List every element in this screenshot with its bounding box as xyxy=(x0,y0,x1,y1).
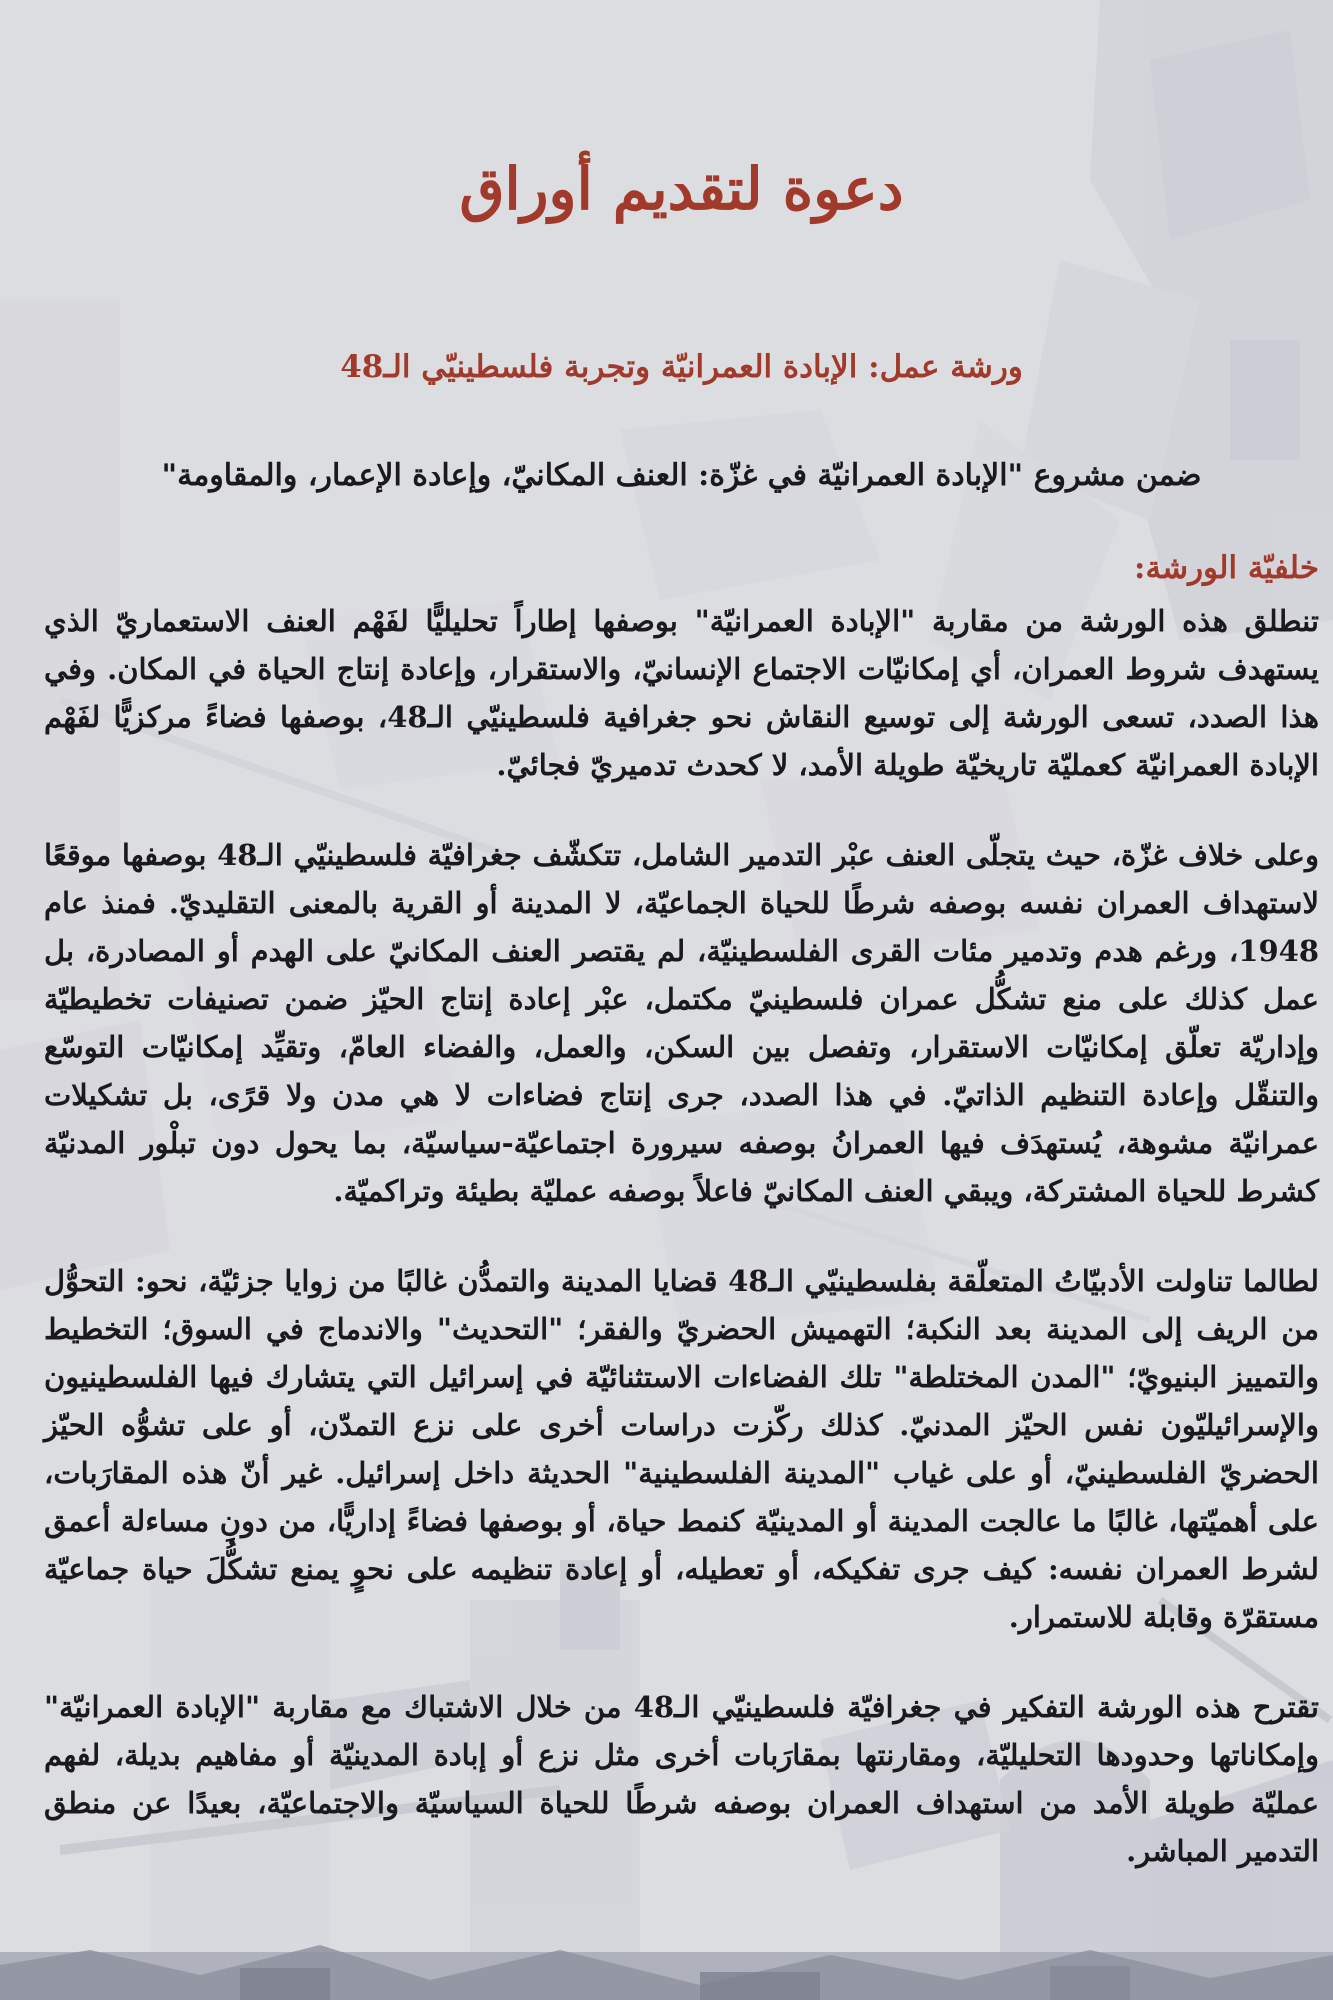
workshop-subtitle: ورشة عمل: الإبادة العمرانيّة وتجربة فلسطينيّي الـ48 xyxy=(340,349,1023,386)
paragraph-intro: تنطلق هذه الورشة من مقاربة "الإبادة العمرانيّة" بوصفها إطاراً تحليليًّا لفَهْم العنف الاستعماريّ الذي يستهدف شروط العمران، أي إمكانيّات الاجتماع الإنسانيّ، والاستقرار، وإعادة إنتاج الحياة في المكان. وفي هذا الصدد، تسعى الورشة إلى توسيع النقاش نحو جغرافية فلسطينيّي الـ48، بوصفها فضاءً مركزيًّا لفَهْم الإبادة العمرانيّة كعمليّة تاريخيّة طويلة الأمد، لا كحدث تدميريّ فجائيّ. xyxy=(44,603,1319,782)
page-title: دعوة لتقديم أوراق xyxy=(459,155,904,223)
section-heading-workshop-background: خلفيّة الورشة: xyxy=(1134,550,1319,587)
paragraph-contrast-gaza: وعلى خلاف غزّة، حيث يتجلّى العنف عبْر التدمير الشامل، تتكشّف جغرافيّة فلسطينيّي الـ48 بوصفها موقعًا لاستهداف العمران نفسه بوصفه شرطًا للحياة الجماعيّة، لا المدينة أو القرية بالمعنى التقليديّ. فمنذ عام 1948، ورغم هدم وتدمير مئات القرى الفلسطينيّة، لم يقتصر العنف المكانيّ على الهدم أو المصادرة، بل عمل كذلك على منع تشكُّل عمران فلسطينيّ مكتمل، عبْر إعادة إنتاج الحيّز ضمن تصنيفات تخطيطيّة وإداريّة تعلّق إمكانيّات الاستقرار، وتفصل بين السكن، والعمل، والفضاء العامّ، وتقيِّد إمكانيّات التوسّع والتنقّل وإعادة التنظيم الذاتيّ. في هذا الصدد، جرى إنتاج فضاءات لا هي مدن ولا قرًى، بل تشكيلات عمرانيّة مشوهة، يُستهدَف فيها العمرانُ بوصفه سيرورة اجتماعيّة-سياسيّة، بما يحول دون تبلْور المدنيّة كشرط للحياة المشتركة، ويبقي العنف المكانيّ فاعلاً بوصفه عمليّة بطيئة وتراكميّة. xyxy=(44,837,1319,1208)
paragraph-literature-review: لطالما تناولت الأدبيّاتُ المتعلّقة بفلسطينيّي الـ48 قضايا المدينة والتمدُّن غالبًا من زوايا جزئيّة، نحو: التحوُّل من الريف إلى المدينة بعد النكبة؛ التهميش الحضريّ والفقر؛ "التحديث" والاندماج في السوق؛ التخطيط والتمييز البنيويّ؛ "المدن المختلطة" تلك الفضاءات الاستثنائيّة في إسرائيل التي يتشارك فيها الفلسطينيون والإسرائيليّون نفس الحيّز المدنيّ. كذلك ركّزت دراسات أخرى على نزع التمدّن، أو على تشوُّه الحيّز الحضريّ الفلسطينيّ، أو على غياب "المدينة الفلسطينية" الحديثة داخل إسرائيل. غير أنّ هذه المقارَبات، على أهميّتها، غالبًا ما عالجت المدينة أو المدينيّة كنمط حياة، أو بوصفها فضاءً إداريًّا، من دونِ مساءلة أعمق لشرط العمران نفسه: كيف جرى تفكيكه، أو تعطيله، أو إعادة تنظيمه على نحوٍ يمنع تشكُّلَ حياة جماعيّة مستقرّة وقابلة للاستمرار. xyxy=(44,1263,1319,1634)
document-content xyxy=(0,150,1333,1875)
project-line: ضمن مشروع "الإبادة العمرانيّة في غزّة: العنف المكانيّ، وإعادة الإعمار، والمقاومة" xyxy=(161,457,1202,493)
paragraph-workshop-proposal: تقترح هذه الورشة التفكير في جغرافيّة فلسطينيّي الـ48 من خلال الاشتباك مع مقاربة "الإبادة العمرانيّة" وإمكاناتها وحدودها التحليليّة، ومقارنتها بمقارَبات أخرى مثل نزع أو إبادة المدينيّة أو مفاهيم بديلة، لفهم عمليّة طويلة الأمد من استهداف العمران بوصفه شرطًا للحياة السياسيّة والاجتماعيّة، بعيدًا عن منطق التدمير المباشر. xyxy=(44,1689,1319,1868)
